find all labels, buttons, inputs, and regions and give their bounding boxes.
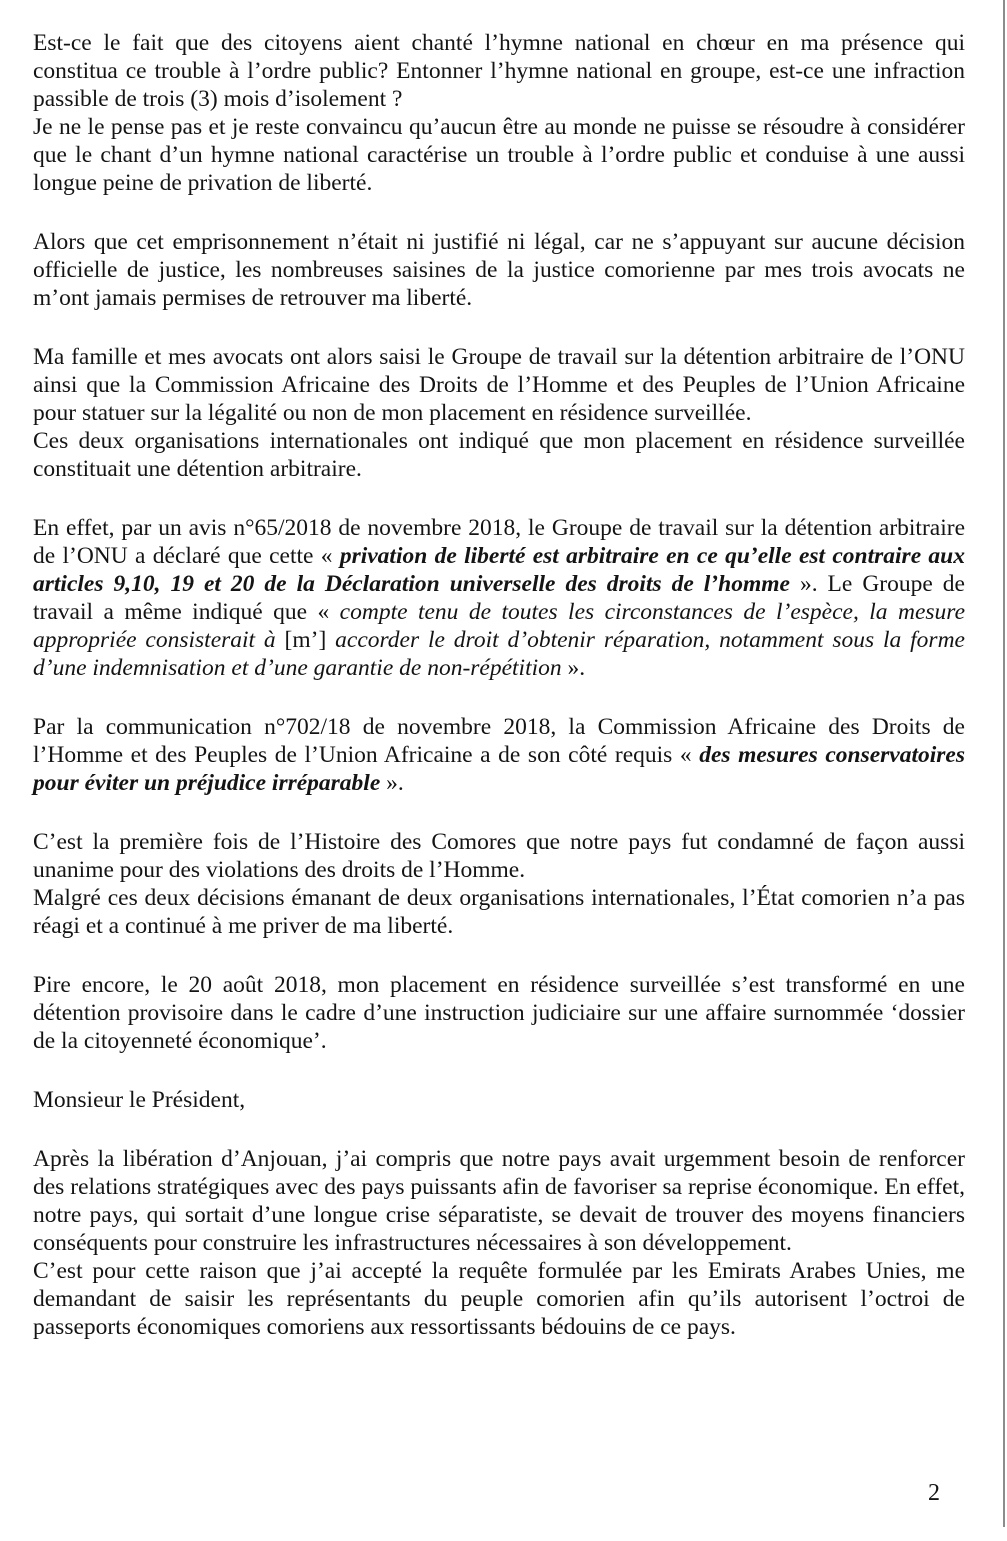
text-run: [m’]: [284, 627, 336, 653]
text-run: Ma famille et mes avocats ont alors saisi le Groupe de travail sur la détention arbitraire de l’ONU ainsi que la Commission Africaine des Droits de l’Homme et des Peuples de l’Union Africaine pour statuer sur la légalité ou non de mon placement en résidence surveillée.: [33, 344, 965, 426]
text-run: ».: [561, 655, 586, 681]
text-run: C’est la première fois de l’Histoire des Comores que notre pays fut condamné de façon aussi unanime pour des violations des droits de l’Homme.: [33, 829, 965, 883]
text-run: C’est pour cette raison que j’ai accepté la requête formulée par les Emirats Arabes Unies, me demandant de saisir les représentants du peuple comorien afin qu’ils autorisent l’octroi de passeports économiques comoriens aux ressortissants bédouins de ce pays.: [33, 1258, 965, 1340]
text-run-italic: compte tenu de toutes les circonstances de l’espèce, la mesure appropriée consisterait à: [33, 599, 965, 653]
paragraph: [33, 713, 965, 797]
text-run: Alors que cet emprisonnement n’était ni justifié ni légal, car ne s’appuyant sur aucune décision officielle de justice, les nombreuses saisines de la justice comorienne par mes trois avocats ne m’ont jamais permises de retrouver ma liberté.: [33, 229, 965, 311]
text-run: Après la libération d’Anjouan, j’ai compris que notre pays avait urgemment besoin de renforcer des relations stratégiques avec des pays puissants afin de favoriser sa reprise économique. En effet, notre pays, qui sortait d’une longue crise séparatiste, se devait de trouver des moyens financiers conséquents pour construire les infrastructures nécessaires à son développement.: [33, 1146, 965, 1256]
page-edge-line: [1003, 0, 1005, 1527]
paragraph: [33, 343, 965, 427]
text-run-italic: accorder le droit d’obtenir réparation, notamment sous la forme d’une indemnisation et d’une garantie de non-répétition: [33, 627, 965, 681]
text-run-bold-italic: privation de liberté est arbitraire en ce qu’elle est contraire aux articles 9,10, 19 et 20 de la Déclaration universelle des droits de l’homme: [33, 543, 965, 597]
text-run: ». Le Groupe de travail a même indiqué que «: [33, 571, 965, 625]
paragraph: [33, 1257, 965, 1341]
paragraph: [33, 113, 965, 197]
document-text: [33, 29, 965, 1341]
page-number: 2: [928, 1480, 940, 1506]
paragraph: [33, 1086, 965, 1114]
text-run: Pire encore, le 20 août 2018, mon placement en résidence surveillée s’est transformé en une détention provisoire dans le cadre d’une instruction judiciaire sur une affaire surnommée ‘dossier de la citoyenneté économique’.: [33, 972, 965, 1054]
text-run: Ces deux organisations internationales ont indiqué que mon placement en résidence surveillée constituait une détention arbitraire.: [33, 428, 965, 482]
text-run: Est-ce le fait que des citoyens aient chanté l’hymne national en chœur en ma présence qui constitua ce trouble à l’ordre public? Entonner l’hymne national en groupe, est-ce une infraction passible de trois (3) mois d’isolement ?: [33, 30, 965, 112]
text-run: En effet, par un avis n°65/2018 de novembre 2018, le Groupe de travail sur la détention arbitraire de l’ONU a déclaré que cette «: [33, 515, 965, 569]
text-run-bold-italic: des mesures conservatoires pour éviter un préjudice irréparable: [33, 742, 966, 796]
text-run: Malgré ces deux décisions émanant de deux organisations internationales, l’État comorien n’a pas réagi et a continué à me priver de ma liberté.: [33, 885, 965, 939]
paragraph: [33, 1145, 965, 1257]
paragraph: [33, 971, 965, 1055]
text-run: Par la communication n°702/18 de novembre 2018, la Commission Africaine des Droits de l’Homme et des Peuples de l’Union Africaine a de son côté requis «: [33, 714, 965, 768]
paragraph: [33, 828, 965, 884]
text-run: ».: [380, 770, 404, 796]
paragraph: [33, 228, 965, 312]
text-run: Monsieur le Président,: [33, 1087, 246, 1113]
paragraph: [33, 884, 965, 940]
paragraph: [33, 29, 965, 113]
paragraph: [33, 427, 965, 483]
text-run: Je ne le pense pas et je reste convaincu qu’aucun être au monde ne puisse se résoudre à considérer que le chant d’un hymne national caractérise un trouble à l’ordre public et conduise à une aussi longue peine de privation de liberté.: [33, 114, 965, 196]
paragraph: [33, 514, 965, 682]
